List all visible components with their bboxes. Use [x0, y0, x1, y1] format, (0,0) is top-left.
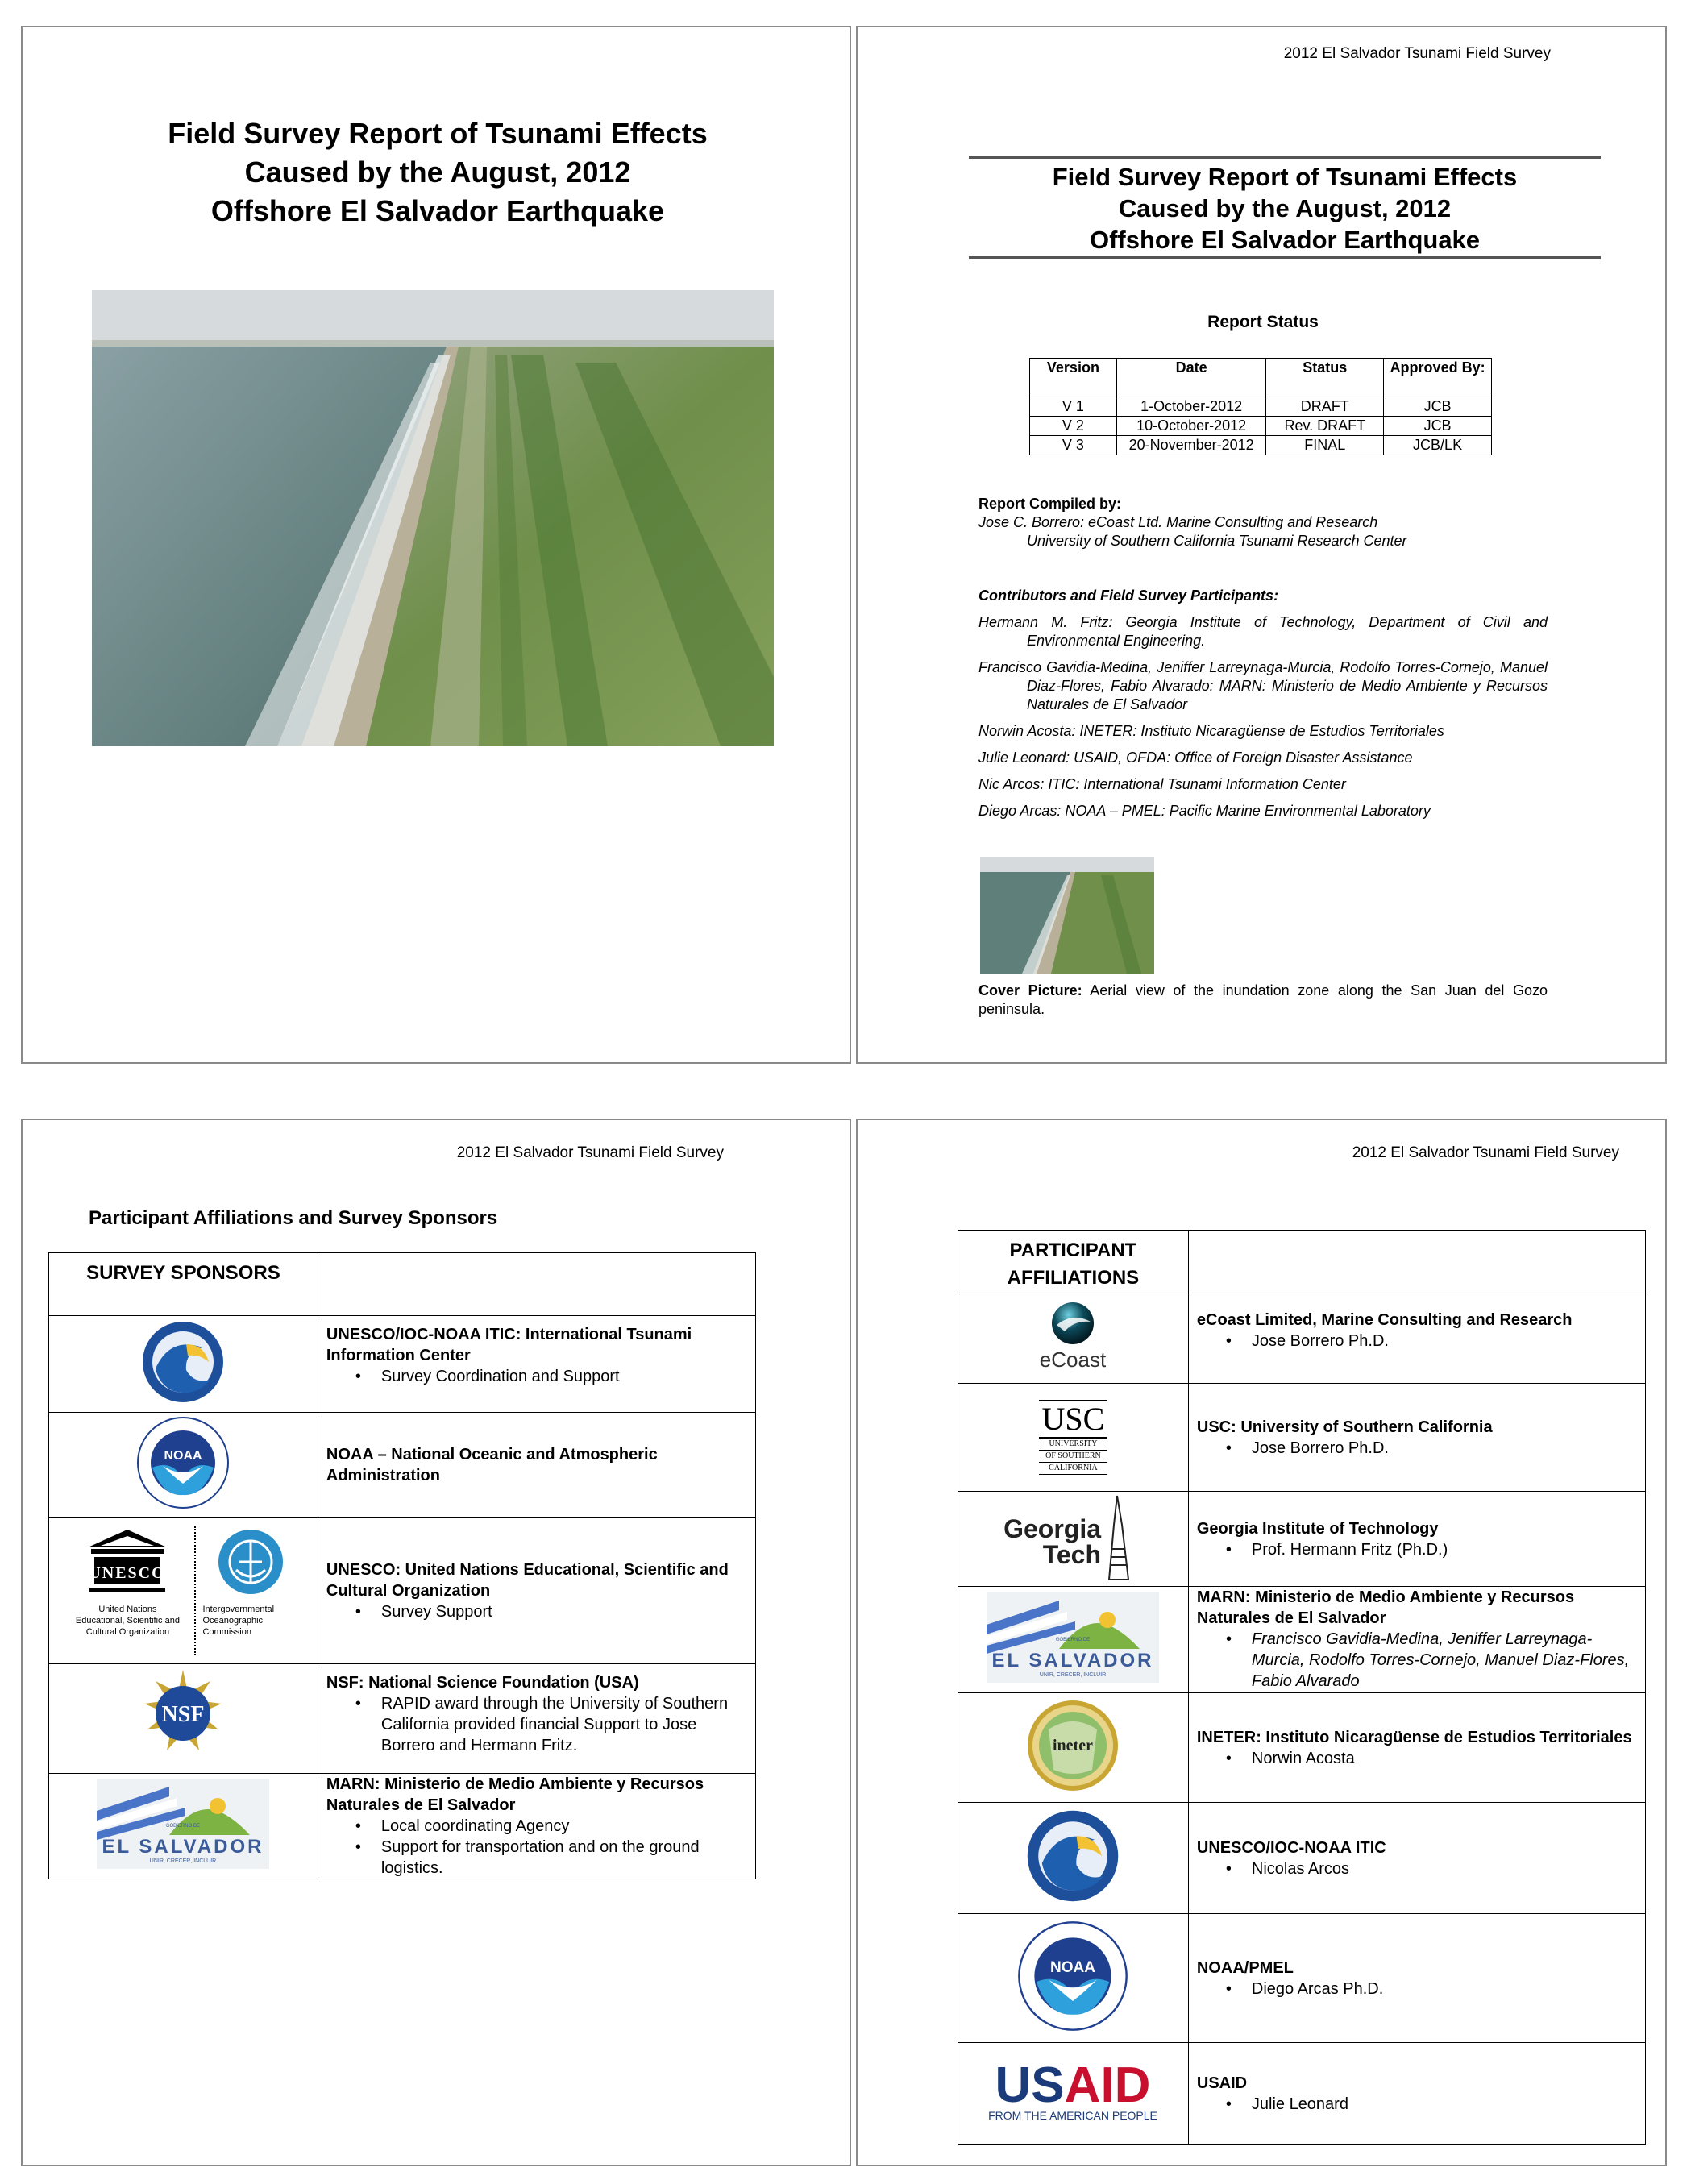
- affiliations-header-cell: PARTICIPANT AFFILIATIONS: [958, 1231, 1189, 1293]
- table-row: [958, 1384, 1646, 1492]
- table-cell: JCB: [1384, 417, 1492, 436]
- org-name: NOAA – National Oceanic and Atmospheric Administration: [326, 1445, 658, 1484]
- table-row: [1030, 397, 1492, 417]
- affiliation-noaa: [1188, 1914, 1645, 2043]
- status-col-status: Status: [1266, 359, 1384, 397]
- unesco-caption: [67, 1604, 188, 1638]
- table-row: [958, 1293, 1646, 1384]
- cover-picture-text: Aerial view of the inundation zone along the San Juan del Gozo peninsula.: [978, 982, 1548, 1017]
- unesco-logo-text: UNESCO: [89, 1563, 167, 1582]
- georgia-text: Georgia: [1003, 1513, 1102, 1543]
- compiled-by-line: University of Southern California Tsunami Research Center: [1027, 533, 1407, 549]
- el-salvador-logo: [49, 1774, 318, 1879]
- table-cell: V 2: [1030, 417, 1117, 436]
- el-salvador-text: EL SALVADOR: [991, 1649, 1154, 1671]
- table-cell: V 3: [1030, 436, 1117, 455]
- affiliation-marn: [1188, 1587, 1645, 1693]
- table-cell: 10-October-2012: [1116, 417, 1266, 436]
- table-row: [49, 1518, 756, 1664]
- list-item: • Nicolas Arcos: [1197, 1858, 1639, 1879]
- report-title-line-2: Caused by the August, 2012: [1118, 194, 1452, 222]
- cover-title-line-2: Caused by the August, 2012: [244, 156, 631, 189]
- unesco-logo: [67, 1526, 188, 1638]
- running-header: 2012 El Salvador Tsunami Field Survey: [456, 1144, 724, 1161]
- nsf-logo: [49, 1664, 318, 1774]
- ioc-caption-line: Oceanographic: [202, 1615, 264, 1626]
- georgia-tech-logo: [958, 1492, 1189, 1587]
- cover-title-line-1: Field Survey Report of Tsunami Effects: [168, 117, 708, 150]
- contributors-block: [978, 587, 1548, 820]
- affiliation-georgia-tech: [1188, 1492, 1645, 1587]
- contributor-entry: Julie Leonard: USAID, OFDA: Office of Foreign Disaster Assistance: [978, 749, 1413, 766]
- sponsors-table: [48, 1252, 756, 1879]
- cover-title-line-3: Offshore El Salvador Earthquake: [210, 194, 665, 227]
- contributor-entry: Hermann M. Fritz: Georgia Institute of Technology, Department of Civil and Environmental Engineering.: [978, 614, 1548, 649]
- table-cell: Rev. DRAFT: [1266, 417, 1384, 436]
- compiled-by-label: Report Compiled by:: [978, 496, 1122, 512]
- cover-page: [21, 26, 851, 1064]
- affiliations-table-header: [958, 1231, 1646, 1293]
- report-title-line-3: Offshore El Salvador Earthquake: [1089, 226, 1481, 254]
- list-item: • RAPID award through the University of Southern California provided financial Support to Jose Borrero and Hermann Fritz.: [326, 1693, 749, 1756]
- ioc-caption-line: Commission: [202, 1626, 251, 1637]
- sponsor-noaa: [318, 1413, 755, 1518]
- ioc-caption: [202, 1604, 299, 1638]
- table-row: [1030, 417, 1492, 436]
- usc-caption-line: CALIFORNIA: [1039, 1463, 1107, 1475]
- org-name: NSF: National Science Foundation (USA): [326, 1674, 639, 1692]
- affiliation-usaid: [1188, 2043, 1645, 2145]
- cover-picture-thumbnail: [980, 857, 1154, 974]
- ineter-logo: [958, 1693, 1189, 1803]
- title-rule-top: [969, 156, 1601, 159]
- unesco-caption-line: Cultural Organization: [85, 1626, 170, 1637]
- contributors-label: Contributors and Field Survey Participants:: [978, 588, 1279, 604]
- sponsors-header-cell: SURVEY SPONSORS: [49, 1253, 318, 1316]
- table-row: [958, 2043, 1646, 2145]
- table-row: [49, 1664, 756, 1774]
- report-status-table: [1029, 358, 1492, 455]
- noaa-logo: [958, 1914, 1189, 2043]
- contributor-entry: Diego Arcas: NOAA – PMEL: Pacific Marine Environmental Laboratory: [978, 803, 1431, 819]
- running-header: 2012 El Salvador Tsunami Field Survey: [1283, 45, 1551, 62]
- el-salvador-motto: UNIR, CRECER, INCLUIR: [150, 1858, 217, 1864]
- contributor-entry: Norwin Acosta: INETER: Instituto Nicaragüense de Estudios Territoriales: [978, 723, 1444, 739]
- table-cell: 1-October-2012: [1116, 397, 1266, 417]
- table-row: [958, 1492, 1646, 1587]
- usc-logo: [958, 1384, 1189, 1492]
- table-row: [49, 1413, 756, 1518]
- ioc-caption-line: Intergovernmental: [202, 1604, 275, 1614]
- table-row: [1030, 436, 1492, 455]
- el-salvador-small-text: GOBIERNO DE: [1056, 1637, 1091, 1642]
- list-item: • Support for transportation and on the ground logistics.: [326, 1837, 749, 1879]
- list-item: • Survey Coordination and Support: [326, 1366, 749, 1387]
- table-cell: JCB/LK: [1384, 436, 1492, 455]
- list-item: • Local coordinating Agency: [326, 1816, 749, 1837]
- table-row: [958, 1914, 1646, 2043]
- table-cell: V 1: [1030, 397, 1117, 417]
- list-item: • Norwin Acosta: [1197, 1748, 1639, 1769]
- org-name: USC: University of Southern California: [1196, 1418, 1493, 1436]
- affiliation-itic: [1188, 1803, 1645, 1914]
- list-item: • Diego Arcas Ph.D.: [1197, 1978, 1639, 1999]
- ineter-logo-text: ineter: [1053, 1736, 1094, 1754]
- unesco-caption-line: Educational, Scientific and: [75, 1615, 180, 1626]
- unesco-caption-line: United Nations: [98, 1604, 157, 1614]
- cover-picture-caption: [978, 982, 1548, 1019]
- el-salvador-logo: [958, 1587, 1189, 1693]
- sponsor-itic: [318, 1316, 755, 1413]
- org-name: USAID: [1196, 2074, 1248, 2092]
- nsf-logo-text: NSF: [161, 1701, 205, 1727]
- el-salvador-motto: UNIR, CRECER, INCLUIR: [1040, 1671, 1107, 1678]
- status-table-header: [1030, 359, 1492, 397]
- title-page: [856, 26, 1667, 1064]
- list-item: • Prof. Hermann Fritz (Ph.D.): [1197, 1539, 1639, 1560]
- ecoast-logo: [958, 1293, 1189, 1384]
- status-col-version: Version: [1030, 359, 1117, 397]
- org-name: MARN: Ministerio de Medio Ambiente y Recursos Naturales de El Salvador: [326, 1775, 704, 1814]
- table-row: [49, 1774, 756, 1879]
- sponsor-unesco: [318, 1518, 755, 1664]
- report-status-heading: Report Status: [1207, 313, 1319, 331]
- usc-logo-mark: [1039, 1400, 1107, 1475]
- list-item: • Jose Borrero Ph.D.: [1197, 1438, 1639, 1459]
- usaid-logo-text: USAID: [995, 2057, 1151, 2113]
- noaa-logo: [49, 1413, 318, 1518]
- affiliations-header-empty: [1188, 1231, 1645, 1293]
- running-header: 2012 El Salvador Tsunami Field Survey: [1352, 1144, 1619, 1161]
- ioc-logo: [202, 1526, 299, 1638]
- sponsors-heading: Participant Affiliations and Survey Sponsors: [89, 1207, 498, 1229]
- usc-logo-text: USC: [1039, 1400, 1107, 1439]
- sponsors-header-empty: [318, 1253, 755, 1316]
- itic-logo: [49, 1316, 318, 1413]
- list-item: • Julie Leonard: [1197, 2094, 1639, 2115]
- org-name: UNESCO/IOC-NOAA ITIC: [1196, 1838, 1386, 1857]
- org-name: Georgia Institute of Technology: [1196, 1519, 1439, 1538]
- noaa-logo-text: NOAA: [1050, 1958, 1096, 1976]
- status-col-date: Date: [1116, 359, 1266, 397]
- report-title-line-1: Field Survey Report of Tsunami Effects: [1052, 163, 1518, 191]
- cover-aerial-photo: [92, 290, 774, 746]
- table-row: [49, 1316, 756, 1413]
- org-name: INETER: Instituto Nicaragüense de Estudios Territoriales: [1196, 1728, 1632, 1746]
- cover-picture-label: Cover Picture:: [978, 982, 1082, 999]
- org-name: eCoast Limited, Marine Consulting and Research: [1196, 1311, 1573, 1329]
- tech-text: Tech: [1043, 1539, 1102, 1569]
- sponsors-page: [21, 1119, 851, 2166]
- usaid-tagline: FROM THE AMERICAN PEOPLE: [988, 2108, 1158, 2122]
- compiled-by-block: [978, 495, 1548, 550]
- logo-divider: [194, 1526, 196, 1655]
- cover-title: [23, 114, 851, 230]
- list-item: • Jose Borrero Ph.D.: [1197, 1331, 1639, 1352]
- table-row: [958, 1587, 1646, 1693]
- affiliations-page: [856, 1119, 1667, 2166]
- title-rule-bottom: [969, 256, 1601, 259]
- affiliations-table: [958, 1230, 1646, 2145]
- el-salvador-small-text: GOBIERNO DE: [166, 1824, 201, 1829]
- usc-caption-line: UNIVERSITY: [1039, 1439, 1107, 1451]
- sponsors-table-header: [49, 1253, 756, 1316]
- noaa-logo-text: NOAA: [164, 1448, 202, 1463]
- org-name: NOAA/PMEL: [1196, 1958, 1294, 1977]
- usc-caption: [1039, 1439, 1107, 1475]
- sponsor-marn: [318, 1774, 755, 1879]
- table-row: [958, 1693, 1646, 1803]
- sponsor-nsf: [318, 1664, 755, 1774]
- table-cell: 20-November-2012: [1116, 436, 1266, 455]
- compiled-by-line: Jose C. Borrero: eCoast Ltd. Marine Consulting and Research: [978, 514, 1378, 530]
- list-item: • Survey Support: [326, 1601, 749, 1622]
- table-cell: DRAFT: [1266, 397, 1384, 417]
- table-row: [958, 1803, 1646, 1914]
- org-name: UNESCO/IOC-NOAA ITIC: International Tsunami Information Center: [326, 1326, 692, 1364]
- list-item: • Francisco Gavidia-Medina, Jeniffer Larreynaga-Murcia, Rodolfo Torres-Cornejo, Manuel Diaz-Flores, Fabio Alvarado: [1197, 1629, 1639, 1692]
- unesco-ioc-logo: [49, 1518, 318, 1664]
- affiliation-ineter: [1188, 1693, 1645, 1803]
- affiliation-usc: [1188, 1384, 1645, 1492]
- table-cell: FINAL: [1266, 436, 1384, 455]
- usaid-logo: [958, 2043, 1189, 2145]
- status-col-approved: Approved By:: [1384, 359, 1492, 397]
- report-title: [969, 161, 1601, 255]
- table-cell: JCB: [1384, 397, 1492, 417]
- contributor-entry: Nic Arcos: ITIC: International Tsunami Information Center: [978, 776, 1346, 792]
- itic-logo: [958, 1803, 1189, 1914]
- org-name: UNESCO: United Nations Educational, Scientific and Cultural Organization: [326, 1560, 729, 1600]
- affiliation-ecoast: [1188, 1293, 1645, 1384]
- el-salvador-text: EL SALVADOR: [102, 1836, 264, 1858]
- contributor-entry: Francisco Gavidia-Medina, Jeniffer Larreynaga-Murcia, Rodolfo Torres-Cornejo, Manuel Diaz-Flores, Fabio Alvarado: MARN: Ministerio de Medio Ambiente y Recursos Naturales de El Salvador: [978, 659, 1548, 712]
- ecoast-logo-text: eCoast: [1040, 1347, 1107, 1372]
- org-name: MARN: Ministerio de Medio Ambiente y Recursos Naturales de El Salvador: [1196, 1588, 1575, 1627]
- usc-caption-line: OF SOUTHERN: [1039, 1451, 1107, 1463]
